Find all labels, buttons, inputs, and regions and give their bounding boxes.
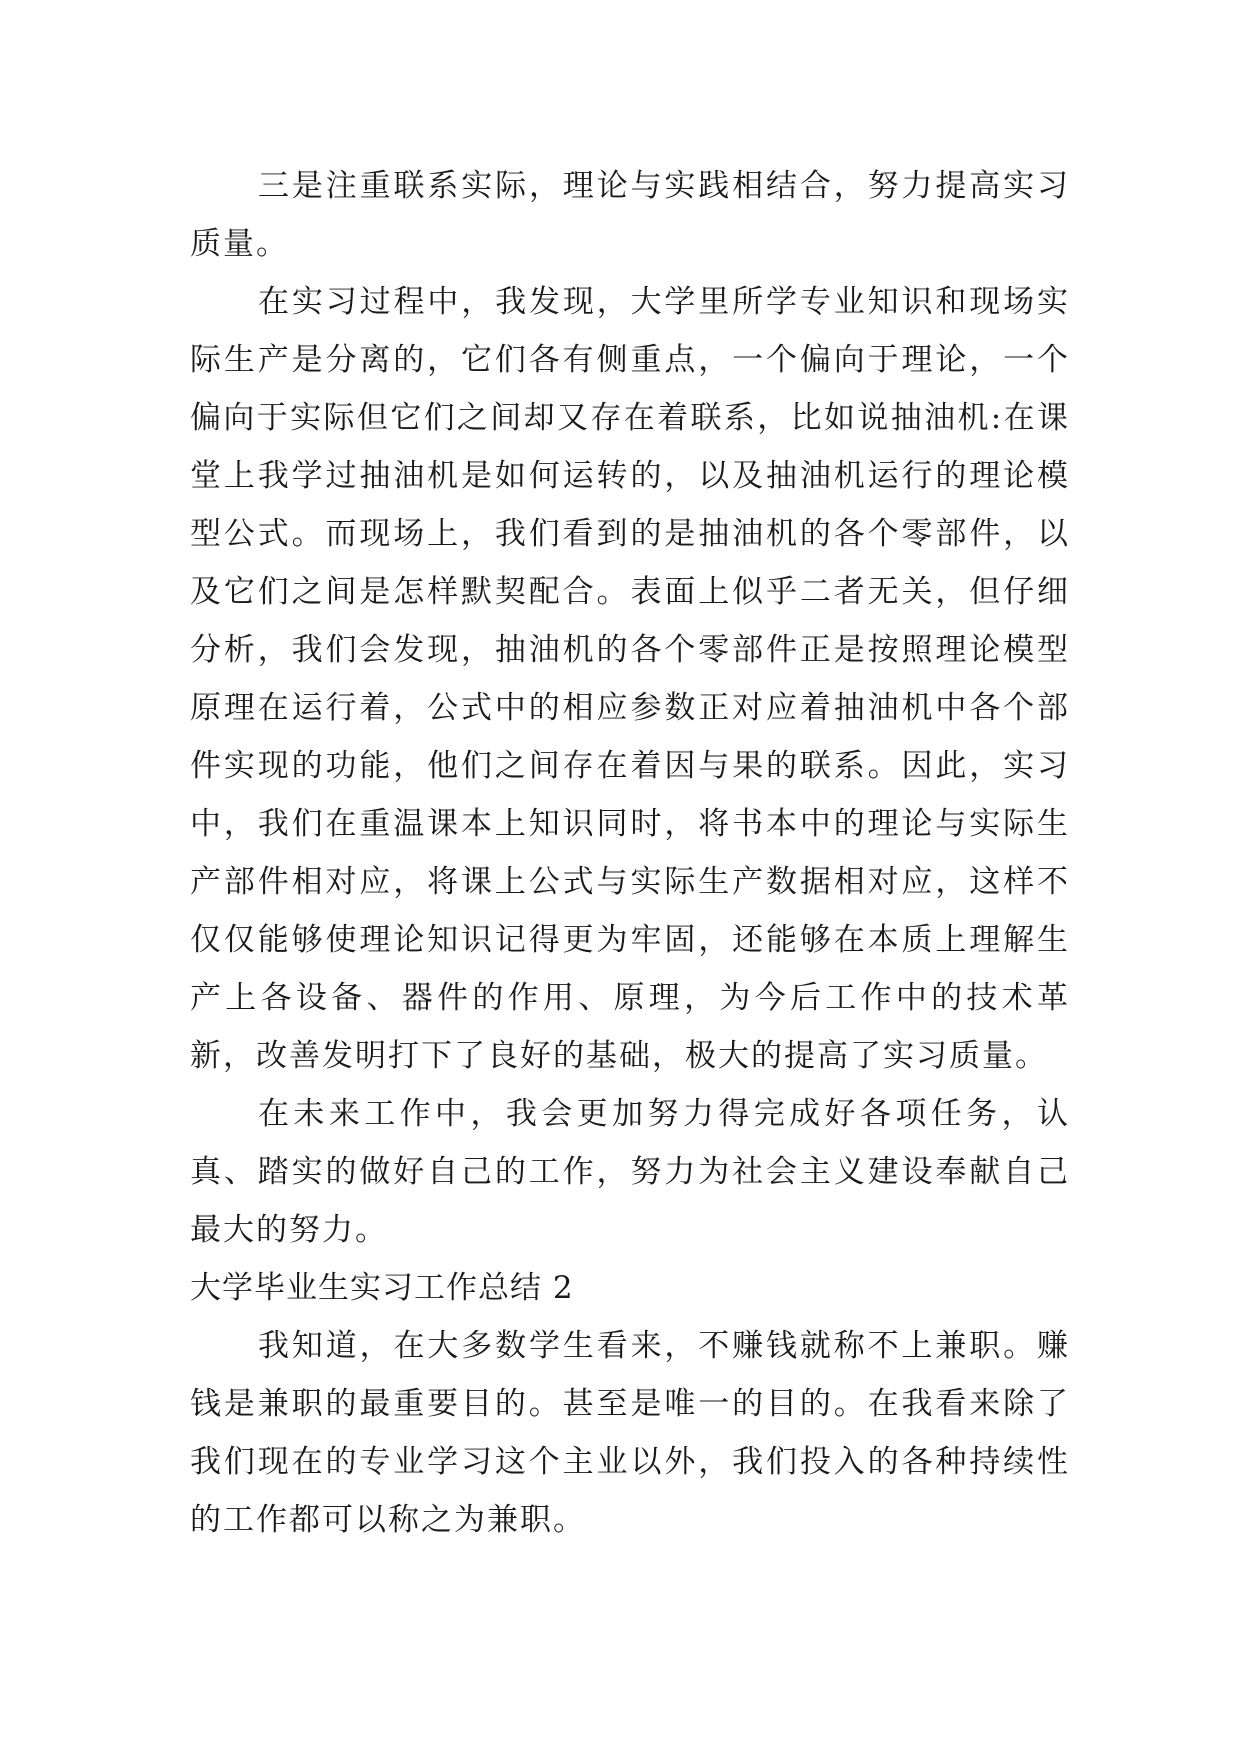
paragraph-practice-quality: 三是注重联系实际，理论与实践相结合，努力提高实习质量。 (190, 168, 1070, 262)
document-body (190, 157, 1070, 1549)
paragraph-future-work: 在未来工作中，我会更加努力得完成好各项任务，认真、踏实的做好自己的工作，努力为社会主义建设奉献自己最大的努力。 (190, 1096, 1070, 1248)
paragraph-theory-practice: 在实习过程中，我发现，大学里所学专业知识和现场实际生产是分离的，它们各有侧重点，一个偏向于理论，一个偏向于实际但它们之间却又存在着联系，比如说抽油机:在课堂上我学过抽油机是如何运转的，以及抽油机运行的理论模型公式。而现场上，我们看到的是抽油机的各个零部件，以及它们之间是怎样默契配合。表面上似乎二者无关，但仔细分析，我们会发现，抽油机的各个零部件正是按照理论模型原理在运行着，公式中的相应参数正对应着抽油机中各个部件实现的功能，他们之间存在着因与果的联系。因此，实习中，我们在重温课本上知识同时，将书本中的理论与实际生产部件相对应，将课上公式与实际生产数据相对应，这样不仅仅能够使理论知识记得更为牢固，还能够在本质上理解生产上各设备、器件的作用、原理，为今后工作中的技术革新，改善发明打下了良好的基础，极大的提高了实习质量。 (190, 284, 1070, 1074)
paragraph-part-time-job: 我知道，在大多数学生看来，不赚钱就称不上兼职。赚钱是兼职的最重要目的。甚至是唯一的目的。在我看来除了我们现在的专业学习这个主业以外，我们投入的各种持续性的工作都可以称之为兼职。 (190, 1328, 1070, 1538)
section-heading: 大学毕业生实习工作总结 2 (190, 1270, 574, 1306)
